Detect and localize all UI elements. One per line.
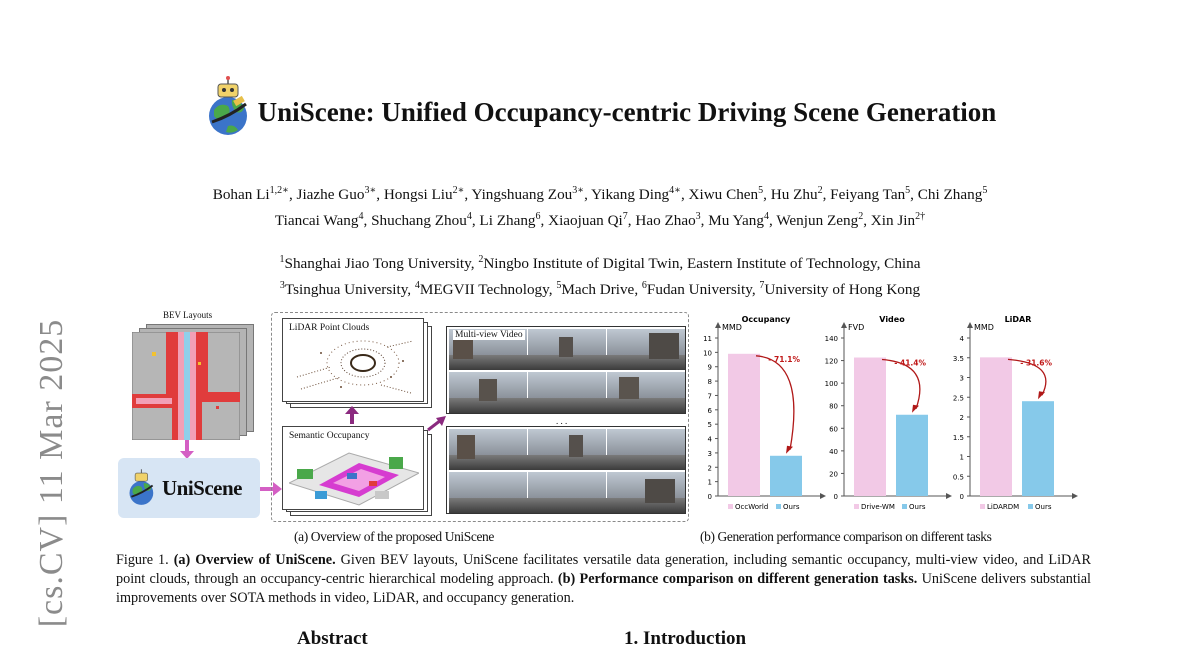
superscript-mark: 3: [279, 279, 285, 291]
chart-legend-swatch: [1028, 504, 1033, 509]
superscript-mark: 2: [817, 184, 823, 196]
affiliation-list: [100, 251, 1100, 303]
chart-x-axis-arrow: [820, 493, 826, 499]
chart-legend-label: OccWorld: [735, 503, 769, 511]
arrow-diag-icon: [426, 414, 448, 432]
chart-y-tick-label: 0: [707, 493, 712, 501]
author-name: Yikang Ding: [591, 186, 670, 203]
chart-y-tick-label: 3: [707, 449, 712, 458]
author-name: Xiaojuan Qi: [548, 212, 623, 229]
chart-reduction-arrowhead: [786, 446, 793, 454]
chart-y-tick-label: 2.5: [952, 394, 964, 403]
author: [479, 212, 540, 229]
chart-y-tick-label: 80: [829, 402, 838, 411]
chart-legend-swatch: [854, 504, 859, 509]
superscript-mark: 4∗: [669, 184, 681, 196]
performance-charts: [694, 310, 1086, 522]
caption-bold-b: (b) Performance comparison on different generation tasks.: [557, 571, 918, 587]
video-ellipsis: . . .: [556, 416, 568, 426]
chart-y-tick-label: 3: [959, 374, 964, 383]
affiliation-name: Shanghai Jiao Tong University: [284, 255, 471, 272]
arrow-down-icon: [180, 440, 194, 460]
chart-legend-swatch: [980, 504, 985, 509]
chart-y-axis-arrow: [967, 322, 973, 328]
chart-legend-label: LiDARDM: [987, 503, 1020, 511]
chart-reduction-arrowhead: [1038, 391, 1045, 399]
superscript-mark: 1: [279, 253, 285, 265]
bev-layouts-title: BEV Layouts: [163, 310, 213, 320]
author-name: Shuchang Zhou: [371, 212, 467, 229]
affiliation-line: $^1$Shanghai Jiao Tong University, $^2$Ningbo Institute of Digital Twin, Eastern Institute of Technology, China: [279, 253, 921, 272]
superscript-mark: 6: [641, 279, 647, 291]
driving-frames-icon: [449, 329, 685, 413]
author-name: Mu Yang: [708, 212, 764, 229]
author: [275, 212, 364, 229]
abstract-heading: Abstract: [297, 628, 368, 648]
chart-legend-label: Ours: [1035, 503, 1052, 511]
subcaption-b: (b) Generation performance comparison on different tasks: [700, 529, 992, 544]
superscript-mark: 2: [858, 210, 864, 222]
chart-legend-swatch: [728, 504, 733, 509]
chart-y-tick-label: 140: [824, 335, 838, 343]
chart-y-tick-label: 2: [707, 464, 712, 473]
chart-y-tick-label: 0: [833, 493, 838, 501]
superscript-mark: 3: [695, 210, 701, 222]
chart-y-tick-label: 5: [707, 421, 712, 430]
author-name: Bohan Li: [212, 186, 270, 203]
chart-y-tick-label: 60: [829, 425, 838, 434]
introduction-heading: 1. Introduction: [624, 628, 747, 648]
chart-bar: [1022, 401, 1054, 496]
driving-frames-icon: [449, 429, 685, 513]
video-title: Multi-view Video: [455, 330, 523, 340]
superscript-mark: 5: [905, 184, 911, 196]
affiliation: [556, 281, 634, 298]
chart-y-tick-label: 20: [829, 470, 838, 479]
author: [871, 212, 925, 229]
globe-robot-logo-icon: [124, 468, 160, 508]
chart-y-axis-arrow: [715, 322, 721, 328]
chart-y-tick-label: 100: [824, 380, 838, 389]
superscript-mark: 5: [556, 279, 562, 291]
author-name: Yingshuang Zou: [471, 186, 573, 203]
chart-y-tick-label: 8: [707, 378, 712, 387]
chart-y-tick-label: 7: [707, 392, 712, 401]
affiliation-name: MEGVII Technology: [419, 281, 549, 298]
globe-robot-logo-icon: [204, 76, 254, 140]
superscript-mark: 3∗: [364, 184, 377, 196]
affiliation-line: $^3$Tsinghua University, $^4$MEGVII Technology, $^5$Mach Drive, $^6$Fudan University, $^7$University of Hong Kong: [279, 279, 921, 298]
caption-bold-a: (a) Overview of UniScene.: [173, 552, 336, 568]
affiliation-name: Mach Drive: [561, 281, 635, 298]
chart-legend-label: Ours: [909, 503, 926, 511]
arxiv-stamp-text: [cs.CV] 11 Mar 2025: [33, 318, 70, 627]
arxiv-side-stamp: [22, 300, 82, 645]
chart-legend-label: Ours: [783, 503, 800, 511]
superscript-mark: 4: [414, 279, 420, 291]
affiliation-name: Tsinghua University: [284, 281, 408, 298]
chart-y-tick-label: 4: [707, 435, 712, 444]
author: [297, 186, 377, 203]
author-line: Bohan $Li^{1,2∗}$, Jiazhe Guo$^{3∗}$, Hongsi Liu$^{2∗}$, Yingshuang Zou$^{3∗}$, Yikang Ding$^{4∗}$, Xiwu Chen$^5$, Hu Zhu$^2$, Feiyang Tan$^5$, Chi Zhang$^5$: [212, 184, 988, 203]
paper-title: UniScene: Unified Occupancy-centric Driving Scene Generation: [257, 96, 997, 127]
affiliation: [280, 281, 407, 298]
superscript-mark: 7: [622, 210, 628, 222]
chart-title: LiDAR: [1004, 315, 1032, 324]
chart-y-tick-label: 3.5: [952, 354, 964, 363]
author: [708, 212, 769, 229]
caption-label: Figure 1.: [116, 552, 169, 568]
affiliation: [759, 281, 920, 298]
figure-caption: [116, 551, 1091, 608]
subcaption-a: (a) Overview of the proposed UniScene: [294, 529, 495, 544]
bev-layouts-stack: [128, 310, 258, 440]
uniscene-label: UniScene: [162, 475, 242, 500]
chart-y-axis-arrow: [841, 322, 847, 328]
author: [918, 186, 988, 203]
chart-y-tick-label: 9: [707, 363, 712, 372]
affiliation: [280, 255, 471, 272]
author-name: Xin Jin: [870, 212, 916, 229]
author-name: Hao Zhao: [635, 212, 696, 229]
author: [591, 186, 681, 203]
chart-y-tick-label: 0.5: [952, 473, 964, 482]
chart-y-tick-label: 120: [824, 357, 838, 366]
chart-y-tick-label: 40: [829, 447, 838, 456]
author-name: Tiancai Wang: [274, 212, 359, 229]
affiliation-name: Ningbo Institute of Digital Twin, Eastern Institute of Technology, China: [483, 255, 921, 272]
lidar-title: LiDAR Point Clouds: [289, 323, 370, 333]
author-name: Feiyang Tan: [830, 186, 906, 203]
lidar-point-cloud-icon: [291, 337, 417, 399]
author: [384, 186, 465, 203]
chart-legend-swatch: [902, 504, 907, 509]
superscript-mark: 5: [758, 184, 764, 196]
chart-y-tick-label: 1.5: [952, 433, 964, 442]
author-name: Jiazhe Guo: [296, 186, 365, 203]
figure-1: [116, 310, 1086, 550]
author-name: Li Zhang: [479, 212, 536, 229]
chart-y-tick-label: 2: [959, 414, 964, 422]
superscript-mark: 2∗: [452, 184, 465, 196]
superscript-mark: 4: [358, 210, 364, 222]
author: [371, 212, 472, 229]
chart-reduction-arrow: [756, 356, 794, 450]
multi-view-video-card-bottom: [446, 426, 686, 514]
caption-text-b: UniScene delivers substantial improvements over SOTA methods in video, LiDAR, and occupancy generation.: [116, 571, 1091, 606]
chart-title: Occupancy: [741, 315, 791, 324]
superscript-mark: 1,2∗: [269, 184, 289, 196]
chart-bar: [980, 357, 1012, 496]
affiliation-name: University of Hong Kong: [764, 281, 921, 298]
chart-bar: [896, 415, 928, 496]
chart-x-axis-arrow: [1072, 493, 1078, 499]
affiliation-name: Fudan University: [646, 281, 752, 298]
author: [771, 186, 823, 203]
author-line: Tiancai Wang$^4$, Shuchang Zhou$^4$, Li Zhang$^6$, Xiaojuan Qi$^7$, Hao Zhao$^3$, Mu Yang$^4$, Wenjun Zeng$^2$, Xin Jin$^{2\dagger}$: [274, 210, 926, 229]
author-name: Hongsi Liu: [383, 186, 453, 203]
superscript-mark: 5: [982, 184, 988, 196]
paper-title-row: [0, 76, 1200, 140]
affiliation: [642, 281, 752, 298]
author-name: Hu Zhu: [770, 186, 818, 203]
chart-y-tick-label: 1: [707, 478, 712, 487]
multi-view-video-card-top: [446, 326, 686, 414]
author-name: Chi Zhang: [917, 186, 983, 203]
semantic-occupancy-card: [282, 426, 424, 510]
superscript-mark: 4: [763, 210, 769, 222]
chart-bar: [854, 358, 886, 496]
chart-y-tick-label: 10: [703, 349, 712, 358]
chart-annotation: - 71.1%: [768, 354, 800, 364]
author: [776, 212, 863, 229]
chart-annotation: - 31.6%: [1020, 358, 1052, 368]
affiliation: [478, 255, 920, 272]
superscript-mark: 2†: [915, 210, 926, 222]
chart-y-label: MMD: [974, 323, 994, 332]
superscript-mark: 4: [466, 210, 472, 222]
affiliation: [415, 281, 549, 298]
author-name: Xiwu Chen: [688, 186, 759, 203]
chart-bar: [728, 354, 760, 496]
author-list: [100, 182, 1100, 234]
chart-y-tick-label: 0: [959, 493, 964, 501]
arrow-up-icon: [345, 406, 359, 424]
author: [635, 212, 700, 229]
author: [471, 186, 584, 203]
chart-annotation: - 41.4%: [894, 358, 926, 368]
superscript-mark: 3∗: [572, 184, 585, 196]
superscript-mark: 6: [535, 210, 541, 222]
chart-y-tick-label: 1: [959, 453, 964, 462]
semantic-occupancy-scene-icon: [289, 443, 419, 509]
lidar-point-cloud-card: [282, 318, 424, 402]
chart-y-label: FVD: [848, 323, 865, 332]
occupancy-title: Semantic Occupancy: [289, 431, 370, 441]
chart-x-axis-arrow: [946, 493, 952, 499]
superscript-mark: 2: [478, 253, 484, 265]
chart-y-tick-label: 11: [703, 335, 712, 343]
chart-legend-swatch: [776, 504, 781, 509]
author-name: Wenjun Zeng: [776, 212, 859, 229]
author: [689, 186, 764, 203]
author: [213, 186, 289, 203]
bev-layout-map-icon: [132, 332, 240, 440]
author: [830, 186, 910, 203]
chart-bar: [770, 456, 802, 496]
chart-y-tick-label: 4: [959, 335, 964, 343]
chart-y-tick-label: 6: [707, 406, 712, 415]
chart-legend-label: Drive-WM: [861, 503, 895, 511]
caption-text-a: Given BEV layouts, UniScene facilitates versatile data generation, including semantic occupancy, multi-view video, and LiDAR point clouds, through an occupancy-centric hierarchical modeling approach.: [116, 552, 1091, 587]
chart-y-label: MMD: [722, 323, 742, 332]
superscript-mark: 7: [759, 279, 765, 291]
chart-title: Video: [879, 315, 905, 324]
chart-reduction-arrowhead: [912, 405, 919, 413]
uniscene-model-box: [118, 458, 260, 518]
author: [548, 212, 628, 229]
